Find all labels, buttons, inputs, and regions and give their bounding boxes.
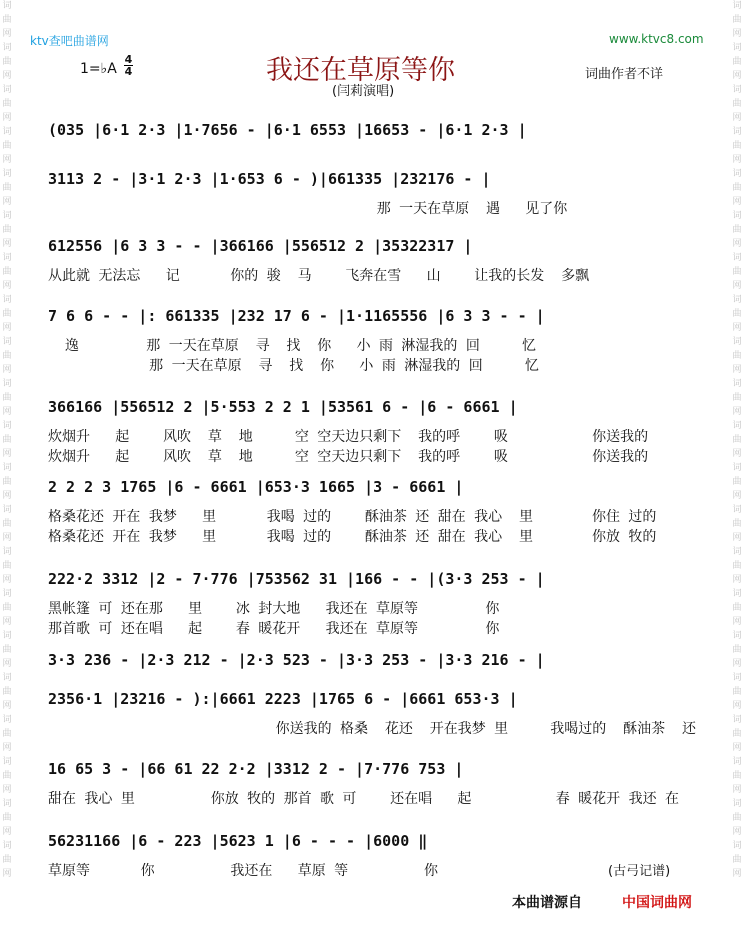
watermark-char: 曲	[2, 393, 12, 403]
time-signature-top: 4	[124, 53, 133, 66]
site-url-right[interactable]: www.ktvc8.com	[609, 32, 704, 46]
singer-credit: (闫莉演唱)	[332, 84, 395, 99]
scribe-credit: (古弓记谱)	[608, 864, 671, 879]
time-signature	[124, 54, 133, 77]
watermark-char: 网	[732, 827, 742, 837]
watermark-char: 网	[2, 407, 12, 417]
lyric-line: 草原等 你 我还在 草原 等 你	[48, 863, 439, 879]
watermark-char: 曲	[2, 645, 12, 655]
notation-line: 366166 |556512 2 |5·553 2 2 1 |53561 6 - |6 - 6661 |	[48, 398, 518, 416]
watermark-char: 网	[732, 323, 742, 333]
watermark-char: 网	[732, 29, 742, 39]
source-label: 本曲谱源自	[512, 895, 582, 911]
notation-line: 2356·1 |23216 - ):|6661 2223 |1765 6 - |6661 653·3 |	[48, 690, 518, 708]
watermark-char: 网	[2, 449, 12, 459]
watermark-char: 词	[732, 841, 742, 851]
watermark-char: 网	[2, 281, 12, 291]
watermark-char: 曲	[732, 855, 742, 865]
watermark-char: 网	[2, 701, 12, 711]
watermark-char: 词	[732, 1, 742, 11]
watermark-char: 词	[2, 547, 12, 557]
watermark-char: 词	[2, 127, 12, 137]
watermark-char: 曲	[732, 309, 742, 319]
watermark-char: 网	[2, 617, 12, 627]
watermark-char: 词	[2, 673, 12, 683]
watermark-char: 词	[2, 211, 12, 221]
watermark-char: 词	[732, 43, 742, 53]
watermark-char: 网	[2, 155, 12, 165]
watermark-char: 网	[2, 71, 12, 81]
watermark-char: 词	[732, 715, 742, 725]
watermark-char: 曲	[732, 99, 742, 109]
watermark-char: 曲	[732, 141, 742, 151]
watermark-char: 网	[2, 491, 12, 501]
notation-line: 3·3 236 - |2·3 212 - |2·3 523 - |3·3 253 - |3·3 216 - |	[48, 651, 545, 669]
watermark-char: 词	[2, 295, 12, 305]
watermark-char: 网	[2, 869, 12, 879]
watermark-char: 词	[2, 379, 12, 389]
watermark-char: 网	[2, 239, 12, 249]
watermark-char: 曲	[2, 603, 12, 613]
watermark-char: 网	[2, 785, 12, 795]
notation-line: (035 |6·1 2·3 |1·7656 - |6·1 6553 |16653 - |6·1 2·3 |	[48, 121, 527, 139]
key-signature: 1=♭A	[80, 61, 117, 77]
watermark-char: 词	[2, 43, 12, 53]
watermark-char: 词	[732, 85, 742, 95]
watermark-char: 曲	[2, 225, 12, 235]
watermark-char: 曲	[2, 687, 12, 697]
watermark-char: 网	[2, 659, 12, 669]
watermark-char: 曲	[2, 561, 12, 571]
lyric-line: 炊烟升 起 风吹 草 地 空 空天边只剩下 我的呼 吸 你送我的	[48, 449, 649, 465]
watermark-char: 词	[2, 505, 12, 515]
watermark-char: 曲	[732, 393, 742, 403]
watermark-char: 网	[2, 365, 12, 375]
watermark-char: 网	[2, 323, 12, 333]
notation-line: 3113 2 - |3·1 2·3 |1·653 6 - )|661335 |232176 - |	[48, 170, 491, 188]
watermark-char: 词	[2, 169, 12, 179]
lyric-line: 那 一天在草原 寻 找 你 小 雨 淋湿我的 回 忆	[48, 358, 539, 374]
watermark-char: 网	[732, 155, 742, 165]
page-title: 我还在草原等你	[266, 55, 455, 86]
watermark-char: 曲	[2, 99, 12, 109]
watermark-char: 网	[2, 533, 12, 543]
watermark-char: 曲	[2, 57, 12, 67]
watermark-char: 曲	[2, 15, 12, 25]
watermark-char: 词	[732, 631, 742, 641]
watermark-char: 词	[732, 211, 742, 221]
watermark-char: 网	[2, 743, 12, 753]
watermark-char: 曲	[2, 771, 12, 781]
watermark-char: 词	[732, 673, 742, 683]
watermark-char: 曲	[732, 477, 742, 487]
watermark-char: 曲	[732, 771, 742, 781]
watermark-char: 曲	[2, 141, 12, 151]
watermark-char: 词	[2, 631, 12, 641]
watermark-char: 网	[732, 533, 742, 543]
watermark-char: 曲	[2, 183, 12, 193]
lyric-line: 黑帐篷 可 还在那 里 冰 封大地 我还在 草原等 你	[48, 601, 500, 617]
watermark-char: 词	[2, 253, 12, 263]
watermark-char: 曲	[2, 519, 12, 529]
watermark-char: 词	[732, 547, 742, 557]
watermark-char: 词	[732, 589, 742, 599]
watermark-char: 词	[732, 127, 742, 137]
site-name-left[interactable]: ktv查吧曲谱网	[30, 34, 109, 48]
watermark-char: 曲	[2, 309, 12, 319]
watermark-char: 词	[732, 799, 742, 809]
watermark-char: 网	[732, 575, 742, 585]
watermark-char: 曲	[732, 15, 742, 25]
watermark-char: 曲	[2, 435, 12, 445]
lyric-line: 甜在 我心 里 你放 牧的 那首 歌 可 还在唱 起 春 暖花开 我还 在	[48, 791, 680, 807]
watermark-char: 词	[2, 463, 12, 473]
watermark-char: 曲	[732, 519, 742, 529]
watermark-char: 词	[732, 757, 742, 767]
watermark-char: 曲	[732, 351, 742, 361]
watermark-char: 词	[2, 337, 12, 347]
watermark-char: 词	[732, 169, 742, 179]
lyric-line: 从此就 无法忘 记 你的 骏 马 飞奔在雪 山 让我的长发 多飘	[48, 268, 590, 284]
watermark-char: 词	[2, 85, 12, 95]
watermark-char: 曲	[732, 645, 742, 655]
watermark-char: 词	[2, 589, 12, 599]
notation-line: 16 65 3 - |66 61 22 2·2 |3312 2 - |7·776 753 |	[48, 760, 464, 778]
watermark-char: 曲	[732, 183, 742, 193]
watermark-char: 网	[732, 491, 742, 501]
lyric-line: 炊烟升 起 风吹 草 地 空 空天边只剩下 我的呼 吸 你送我的	[48, 429, 649, 445]
watermark-char: 网	[732, 239, 742, 249]
watermark-right-column	[730, 0, 744, 938]
watermark-char: 网	[732, 113, 742, 123]
notation-line: 2 2 2 3 1765 |6 - 6661 |653·3 1665 |3 - 6661 |	[48, 478, 464, 496]
lyric-line: 格桑花还 开在 我梦 里 我喝 过的 酥油茶 还 甜在 我心 里 你住 过的	[48, 509, 657, 525]
watermark-char: 网	[732, 701, 742, 711]
notation-line: 56231166 |6 - 223 |5623 1 |6 - - - |6000 ‖	[48, 832, 428, 850]
watermark-char: 曲	[732, 267, 742, 277]
watermark-char: 网	[732, 281, 742, 291]
watermark-char: 曲	[732, 561, 742, 571]
lyric-line: 逸 那 一天在草原 寻 找 你 小 雨 淋湿我的 回 忆	[48, 338, 537, 354]
watermark-char: 网	[732, 743, 742, 753]
watermark-char: 词	[732, 421, 742, 431]
lyric-line: 格桑花还 开在 我梦 里 我喝 过的 酥油茶 还 甜在 我心 里 你放 牧的	[48, 529, 657, 545]
watermark-char: 曲	[732, 603, 742, 613]
watermark-char: 曲	[732, 729, 742, 739]
watermark-char: 曲	[732, 225, 742, 235]
watermark-char: 网	[732, 869, 742, 879]
notation-line: 612556 |6 3 3 - - |366166 |556512 2 |35322317 |	[48, 237, 473, 255]
watermark-char: 词	[732, 337, 742, 347]
watermark-char: 词	[732, 463, 742, 473]
watermark-char: 曲	[732, 813, 742, 823]
notation-line: 222·2 3312 |2 - 7·776 |753562 31 |166 - - |(3·3 253 - |	[48, 570, 545, 588]
watermark-char: 曲	[2, 729, 12, 739]
watermark-char: 词	[2, 841, 12, 851]
source-site-link[interactable]: 中国词曲网	[622, 895, 692, 911]
watermark-char: 词	[2, 799, 12, 809]
watermark-char: 网	[732, 71, 742, 81]
watermark-char: 网	[732, 365, 742, 375]
notation-line: 7 6 6 - - |: 661335 |232 17 6 - |1·1165556 |6 3 3 - - |	[48, 307, 545, 325]
watermark-char: 曲	[2, 813, 12, 823]
watermark-char: 网	[732, 407, 742, 417]
watermark-char: 词	[732, 295, 742, 305]
watermark-char: 曲	[2, 351, 12, 361]
watermark-char: 词	[732, 253, 742, 263]
watermark-char: 网	[2, 113, 12, 123]
watermark-char: 网	[732, 617, 742, 627]
watermark-char: 网	[2, 827, 12, 837]
watermark-left-column	[0, 0, 14, 938]
watermark-char: 网	[732, 785, 742, 795]
lyric-line: 你送我的 格桑 花还 开在我梦 里 我喝过的 酥油茶 还	[48, 721, 697, 737]
watermark-char: 词	[2, 1, 12, 11]
watermark-char: 网	[2, 197, 12, 207]
watermark-char: 曲	[2, 855, 12, 865]
watermark-char: 曲	[732, 435, 742, 445]
time-signature-bottom: 4	[124, 65, 133, 78]
watermark-char: 词	[732, 379, 742, 389]
watermark-char: 曲	[732, 57, 742, 67]
watermark-char: 词	[2, 715, 12, 725]
watermark-char: 网	[732, 449, 742, 459]
lyric-line: 那 一天在草原 遇 见了你	[48, 201, 568, 217]
watermark-char: 词	[732, 505, 742, 515]
watermark-char: 网	[2, 575, 12, 585]
watermark-char: 网	[732, 659, 742, 669]
watermark-char: 词	[2, 757, 12, 767]
watermark-char: 曲	[2, 267, 12, 277]
author-credit: 词曲作者不详	[585, 67, 664, 82]
lyric-line: 那首歌 可 还在唱 起 春 暖花开 我还在 草原等 你	[48, 621, 500, 637]
watermark-char: 曲	[2, 477, 12, 487]
watermark-char: 曲	[732, 687, 742, 697]
watermark-char: 网	[2, 29, 12, 39]
watermark-char: 网	[732, 197, 742, 207]
watermark-char: 词	[2, 421, 12, 431]
